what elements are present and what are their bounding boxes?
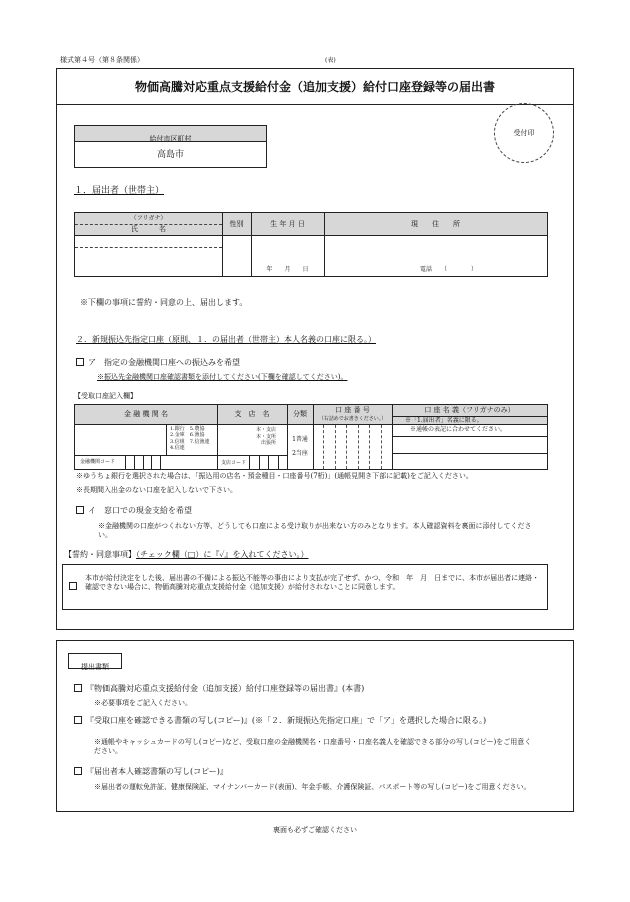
- document-item-2: [74, 716, 564, 726]
- document-item-3-note: ※届出者の運転免許証、健康保険証、マイナンバーカード(表面)、年金手帳、介護保険証、パスポート等の写し(コピー)をご用意ください。: [94, 783, 531, 791]
- branch-name-header: 支 店 名: [234, 410, 270, 418]
- pledge-text: 本市が給付決定をした後、届出書の不備による振込不能等の事由により支払が完了せず、かつ、令和 年 月 日までに、本市が届出者に連絡・確認できない場合に、物価高騰対応重点支援給付金（追加支援）が給付されないことに同意します。: [85, 574, 540, 592]
- branch-types: 本・支店 本・支所 出張所: [256, 427, 277, 446]
- yucho-note: ※ゆうちょ銀行を選択された場合は、「振込用の店名・預金種目・口座番号(7桁)」(通帳見開き下部に記載)をご記入ください。: [76, 472, 473, 480]
- document-item-2-checkbox[interactable]: [74, 716, 82, 724]
- documents-heading: 提出書類: [81, 663, 109, 671]
- documents-heading-box: [68, 653, 122, 669]
- branch-code-label: 支店コード: [221, 460, 247, 466]
- gender-label: 性別: [229, 220, 244, 228]
- long-term-note: ※長期間入出金のない口座を記入しないで下さい。: [76, 486, 237, 494]
- document-item-1-checkbox[interactable]: [74, 684, 82, 692]
- form-title: 物価高騰対応重点支援給付金（追加支援）給付口座登録等の届出書: [134, 80, 495, 94]
- option-i[interactable]: [76, 506, 192, 516]
- pledge-heading-row: [64, 550, 308, 560]
- holder-note1: ※「1.届出者」名義に限る。: [405, 417, 483, 424]
- account-type-1: 1普通: [292, 436, 308, 443]
- form-number: 様式第４号（第８条関係）: [60, 56, 144, 64]
- phone-label: 電話 （ ）: [420, 266, 478, 273]
- municipality-value: 高島市: [156, 150, 184, 160]
- side-label: (表): [325, 57, 336, 64]
- consent-note: ※下欄の事項に誓約・同意の上、届出します。: [80, 298, 248, 307]
- pledge-checkbox[interactable]: [69, 582, 77, 590]
- furigana-label: （フリガナ）: [130, 215, 167, 222]
- category-header: 分類: [293, 410, 307, 418]
- document-item-3-checkbox[interactable]: [74, 767, 82, 775]
- holder-note2: ※通帳の表記に合わせてください。: [410, 426, 507, 433]
- option-a-checkbox[interactable]: [76, 358, 84, 366]
- receive-label: 【受取口座記入欄】: [74, 392, 137, 400]
- option-i-checkbox[interactable]: [76, 506, 84, 514]
- bank-code-label: 金融機関コード: [80, 459, 116, 465]
- footer-note: 裏面も必ずご確認ください: [273, 826, 357, 834]
- document-item-1: [74, 684, 364, 694]
- municipality-label-cell: [74, 125, 267, 142]
- birthdate-units: 年 月 日: [266, 266, 309, 273]
- pledge-instruction: （チェック欄（□）に『✓』を入れてください。）: [136, 550, 309, 559]
- document-item-3-title: 『届出者本人確認書類の写し(コピー)』: [86, 767, 228, 776]
- name-label: 氏 名: [131, 225, 166, 233]
- option-i-label: イ 窓口での現金支給を希望: [88, 506, 192, 515]
- holder-header: 口 座 名 義（フリガナのみ）: [424, 406, 515, 414]
- document-item-2-title: 『受取口座を確認できる書類の写し(コピー)』(※「２．新規振込先指定口座」で「ア」を選択した場合に限る。): [86, 716, 487, 725]
- address-label: 現 住 所: [411, 220, 460, 228]
- municipality-label: 給付市区町村: [149, 135, 192, 143]
- account-number-note: （右詰めでお書きください。）: [318, 416, 387, 422]
- document-item-3: [74, 767, 228, 777]
- bank-types: 1.銀行 5.農協 2.金庫 6.漁協 3.信組 7.信漁連 4.信連: [170, 426, 210, 451]
- document-item-2-note: ※通帳やキャッシュカードの写し(コピー)など、受取口座の金融機関名・口座番号・口座名義人を確認できる部分の写し(コピー)をご用意ください。: [94, 738, 532, 756]
- bank-account-table: [74, 404, 548, 470]
- section1-heading: １．届出者（世帯主）: [74, 186, 165, 196]
- option-a-label: ア 指定の金融機関口座への振込みを希望: [88, 358, 240, 367]
- option-i-note: ※金融機関の口座がつくれない方等、どうしても口座による受け取りが出来ない方のみとなります。本人確認資料を裏面に添付してください。: [98, 522, 532, 540]
- option-a-note: ※振込先金融機関口座確認書類を添付してください(下欄を確認してください)。: [97, 373, 348, 381]
- bank-name-header: 金 融 機 関 名: [124, 410, 168, 418]
- pledge-box: [62, 564, 548, 610]
- birthdate-label: 生 年 月 日: [270, 220, 305, 228]
- document-item-1-note: ※必要事項をご記入ください。: [94, 699, 192, 707]
- account-type-2: 2当座: [292, 450, 308, 457]
- section2-heading: ２．新規振込先指定口座（原則、１．の届出者（世帯主）本人名義の口座に限る。）: [76, 335, 376, 344]
- option-a[interactable]: [76, 358, 240, 368]
- applicant-table: [74, 212, 548, 277]
- municipality-value-cell: [74, 141, 267, 168]
- pledge-heading: 【誓約・同意事項】: [64, 550, 136, 559]
- account-number-header: 口 座 番 号: [335, 406, 370, 414]
- document-item-1-title: 『物価高騰対応重点支援給付金（追加支援）給付口座登録等の届出書』(本書): [86, 684, 365, 693]
- stamp-label: 受付印: [513, 129, 535, 137]
- reception-stamp: [494, 103, 554, 163]
